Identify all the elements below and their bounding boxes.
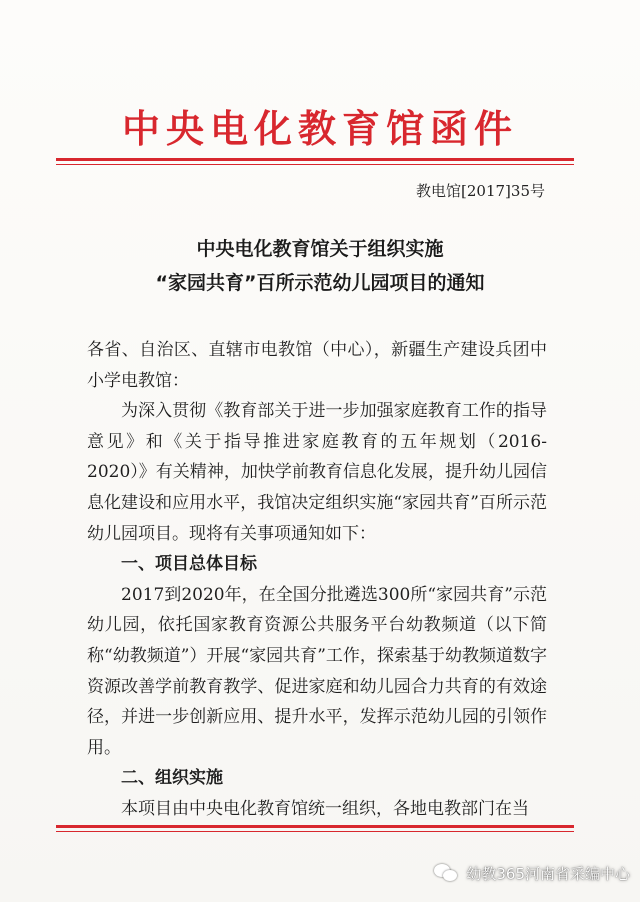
masthead-rule-thin — [56, 164, 574, 165]
salutation: 各省、自治区、直辖市电教馆（中心），新疆生产建设兵团中小学电教馆： — [87, 340, 547, 391]
section1-heading: 一、项目总体目标 — [121, 554, 257, 575]
intro-paragraph: 为深入贯彻《教育部关于进一步加强家庭教育工作的指导意见》和《关于指导推进家庭教育的五年规划（2016-2020）》有关精神，加快学前教育信息化发展，提升幼儿园信息化建设和应用水平，我馆决定组织实施“家园共育”百所示范幼儿园项目。现将有关事项通知如下： — [87, 401, 547, 544]
document-number: 教电馆[2017]35号 — [416, 182, 545, 200]
masthead-title: 中央电化教育馆函件 — [121, 106, 518, 151]
section1-paragraph: 2017到2020年，在全国分批遴选300所“家园共育”示范幼儿园，依托国家教育资源公共服务平台幼教频道（以下简称“幼教频道”）开展“家园共育”工作，探索基于幼教频道数字资源改善学前教育教学、促进家庭和幼儿园合力共育的有效途径，并进一步创新应用、提升水平，发挥示范幼儿园的引领作用。 — [87, 584, 547, 758]
footer-rule-thin — [56, 831, 574, 832]
watermark — [434, 862, 630, 884]
footer-rule-thick — [56, 825, 574, 828]
watermark-text: 幼教365河南省采编中心 — [466, 864, 630, 883]
section2-paragraph: 本项目由中央电化教育馆统一组织，各地电教部门在当 — [121, 798, 529, 819]
section2-heading: 二、组织实施 — [121, 768, 223, 789]
wechat-icon — [434, 862, 460, 884]
document-title-line1: 中央电化教育馆关于组织实施 — [196, 238, 444, 260]
document-title-line2: “家园共育”百所示范幼儿园项目的通知 — [155, 272, 485, 294]
masthead-rule-thick — [56, 158, 574, 161]
document-body — [87, 335, 547, 825]
